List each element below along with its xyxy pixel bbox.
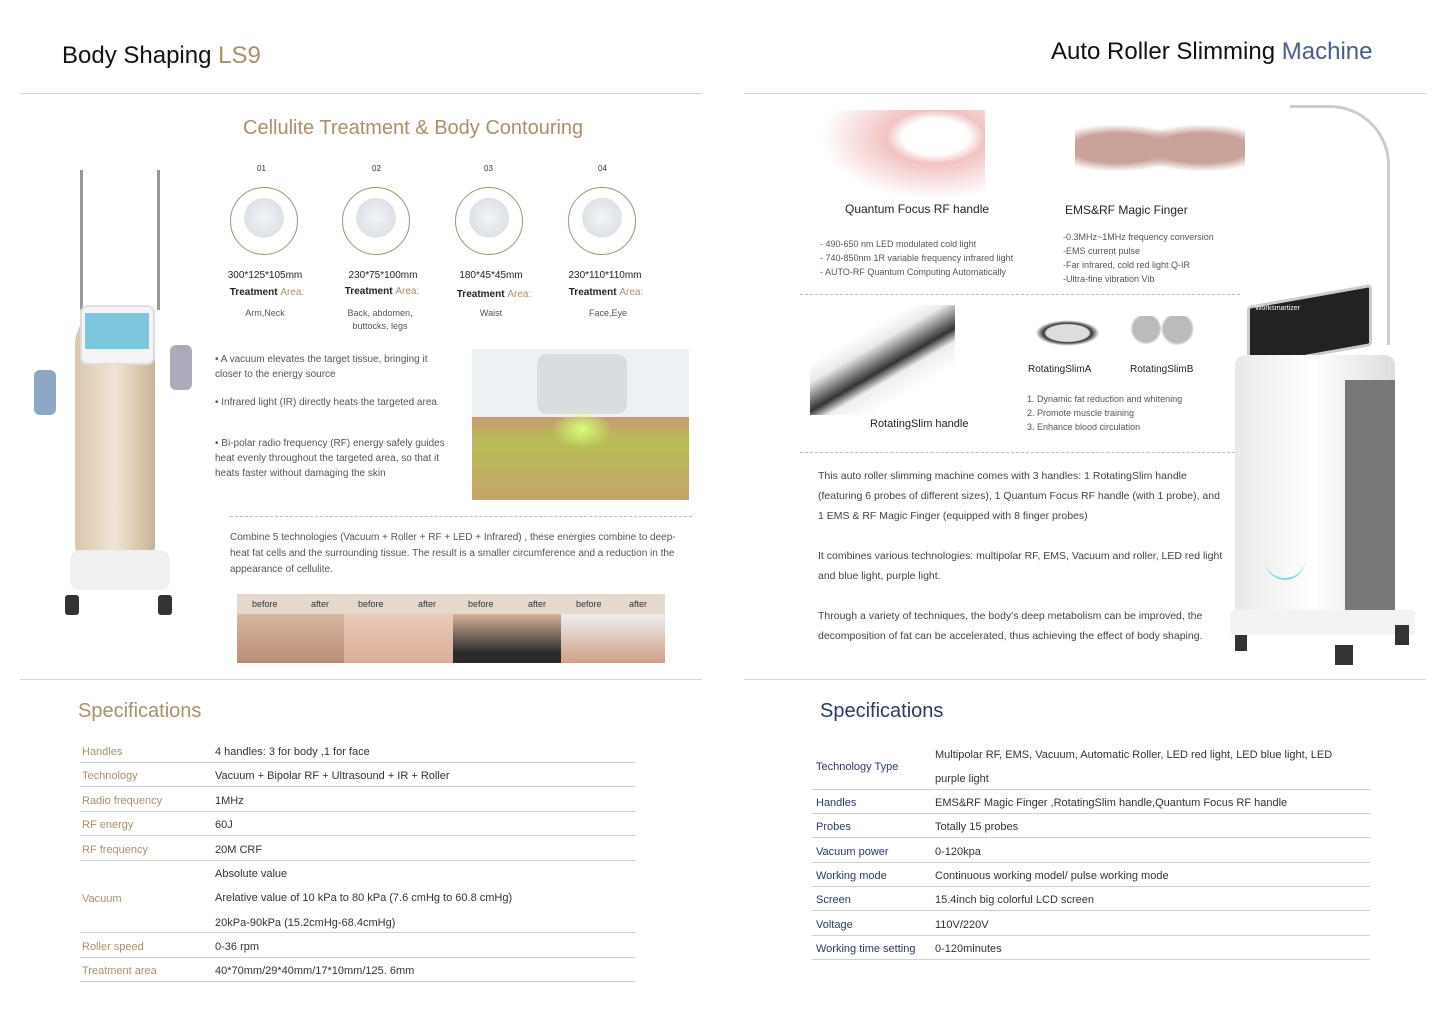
spec-row: Vacuum power 0-120kpa (812, 846, 1370, 863)
ls9-machine-image (40, 165, 200, 620)
spec-row: Probes Totally 15 probes (812, 821, 1370, 838)
before-label: before (252, 599, 278, 609)
treatment-area-label: Treatment Area: (456, 289, 532, 300)
handle-dims: 300*125*105mm (227, 270, 303, 281)
rotating-slim-a-label: RotatingSlimA (1028, 364, 1092, 375)
handle-dims: 230*75*100mm (348, 270, 418, 281)
spec-row: Technology Type Multipolar RF, EMS, Vacuum, Automatic Roller, LED red light, LED blue light, LED purple light (812, 743, 1370, 790)
spec-title: Specifications (820, 700, 944, 722)
quantum-handle-image (820, 110, 985, 200)
divider (744, 93, 1426, 94)
after-label: after (418, 599, 437, 609)
handle-area: Waist (479, 308, 503, 318)
divider (744, 679, 1426, 680)
spec-row: Roller speed 0-36 rpm (80, 941, 635, 958)
title-main: Body Shaping (62, 42, 212, 69)
auto-roller-machine-image (1225, 100, 1425, 670)
title-main: Auto Roller Slimming (1051, 38, 1276, 65)
dashed-divider (800, 452, 1240, 453)
paragraph: It combines various technologies: multipolar RF, EMS, Vacuum and roller, LED red light and blue light, purple light. (818, 550, 1223, 582)
spec-row: Technology Vacuum + Bipolar RF + Ultrasound + IR + Roller (80, 770, 635, 787)
rotating-slim-b-label: RotatingSlimB (1130, 364, 1194, 375)
before-label: before (358, 599, 384, 609)
handle-number: 03 (484, 164, 493, 173)
paragraph: This auto roller slimming machine comes with 3 handles: 1 RotatingSlim handle (featuring 6 probes of different sizes), 1 Quantum Focus RF handle (with 1 probe), and 1 EMS & RF Magic Finger (equipped with 8 finger probes) (818, 470, 1220, 522)
paragraph: Through a variety of techniques, the body's deep metabolism can be improved, the decomposition of fat can be accelerated, thus achieving the effect of body shaping. (818, 610, 1203, 642)
rotating-features: 1. Dynamic fat reduction and whitening 2. Promote muscle training 3. Enhance blood circulation (1027, 394, 1183, 432)
spec-row: Handles EMS&RF Magic Finger ,RotatingSlim handle,Quantum Focus RF handle (812, 797, 1370, 814)
title-accent: Machine (1281, 38, 1373, 65)
before-after-waist-photo (453, 614, 561, 663)
left-title (62, 42, 261, 70)
spec-row: Working mode Continuous working model/ pulse working mode (812, 870, 1370, 887)
divider (20, 679, 702, 680)
right-title (1051, 38, 1372, 66)
rotating-handle-name: RotatingSlim handle (870, 418, 969, 430)
before-after-arm-photo (561, 614, 665, 663)
tissue-diagram-image (472, 349, 689, 500)
spec-row: Handles 4 handles: 3 for body ,1 for face (80, 746, 635, 763)
handle-image-4 (568, 187, 636, 255)
handle-image-2 (342, 187, 410, 255)
quantum-name: Quantum Focus RF handle (845, 202, 990, 216)
treatment-area-label: Treatment Area: (344, 286, 420, 297)
section-heading: Cellulite Treatment & Body Contouring (243, 117, 584, 139)
after-label: after (528, 599, 547, 609)
spec-row: RF frequency 20M CRF (80, 844, 635, 861)
bullet: • Bi-polar radio frequency (RF) energy safely guides heat evenly throughout the targeted area, so that it heats faster without damaging the skin (215, 438, 445, 479)
spec-row: RF energy 60J (80, 819, 635, 836)
magic-name: EMS&RF Magic Finger (1065, 203, 1188, 217)
handle-number: 01 (257, 164, 266, 173)
bullet: • Infrared light (IR) directly heats the targeted area (215, 397, 437, 408)
description (818, 466, 1223, 646)
handle-number: 02 (372, 164, 381, 173)
title-accent: LS9 (218, 42, 261, 69)
before-after-face-photo (344, 614, 453, 663)
before-label: before (576, 599, 602, 609)
handle-dims: 180*45*45mm (459, 270, 523, 281)
dashed-divider (800, 294, 1240, 295)
screen-brand: Worksmartizer (1255, 305, 1300, 312)
rotating-slim-b-image (1125, 316, 1195, 348)
rotating-slim-a-image (1030, 318, 1105, 348)
combine-text: Combine 5 technologies (Vacuum + Roller + RF + LED + Infrared) , these energies combine to deep-heat fat cells and the surrounding tissue. The result is a smaller circumference and a reduction in the appearance of cellulite. (230, 532, 676, 575)
bullet: • A vacuum elevates the target tissue, bringing it closer to the energy source (215, 354, 428, 380)
handle-dims: 230*110*110mm (568, 270, 642, 281)
treatment-area-label: Treatment Area: (568, 287, 644, 298)
after-label: after (629, 599, 648, 609)
rotating-handle-image (810, 305, 955, 415)
spec-row: Screen 15.4inch big colorful LCD screen (812, 894, 1370, 911)
magic-features: -0.3MHz~1MHz frequency conversion -EMS current pulse -Far infrared, cold red light Q-IR -Ultra-fine vibration Vib (1063, 232, 1214, 284)
spec-title: Specifications (78, 700, 202, 722)
before-after-neck-photo (237, 614, 344, 663)
dashed-divider (230, 516, 692, 517)
spec-row: Radio frequency 1MHz (80, 795, 635, 812)
spec-row: Voltage 110V/220V (812, 919, 1370, 936)
after-label: after (311, 599, 330, 609)
treatment-area-label: Treatment Area: (229, 287, 305, 298)
quantum-features: - 490-650 nm LED modulated cold light - 740-850nm 1R variable frequency infrared light - AUTO-RF Quantum Computing Automatically (820, 239, 1014, 277)
handle-area: Face,Eye (588, 308, 628, 318)
handle-image-3 (455, 187, 523, 255)
spec-row-vacuum: Vacuum Absolute value Arelative value of 10 kPa to 80 kPa (7.6 cmHg to 60.8 cmHg) 20kPa-90kPa (15.2cmHg-68.4cmHg) (80, 868, 635, 933)
handle-number: 04 (598, 164, 607, 173)
handle-image-1 (230, 187, 298, 255)
before-label: before (468, 599, 494, 609)
handle-area: Back, abdomen, buttocks, legs (347, 308, 413, 331)
handle-area: Arm,Neck (245, 308, 285, 318)
spec-row: Working time setting 0-120minutes (812, 943, 1370, 960)
divider (20, 93, 702, 94)
magic-finger-image (1075, 120, 1245, 190)
spec-row: Treatment area 40*70mm/29*40mm/17*10mm/125. 6mm (80, 965, 635, 982)
